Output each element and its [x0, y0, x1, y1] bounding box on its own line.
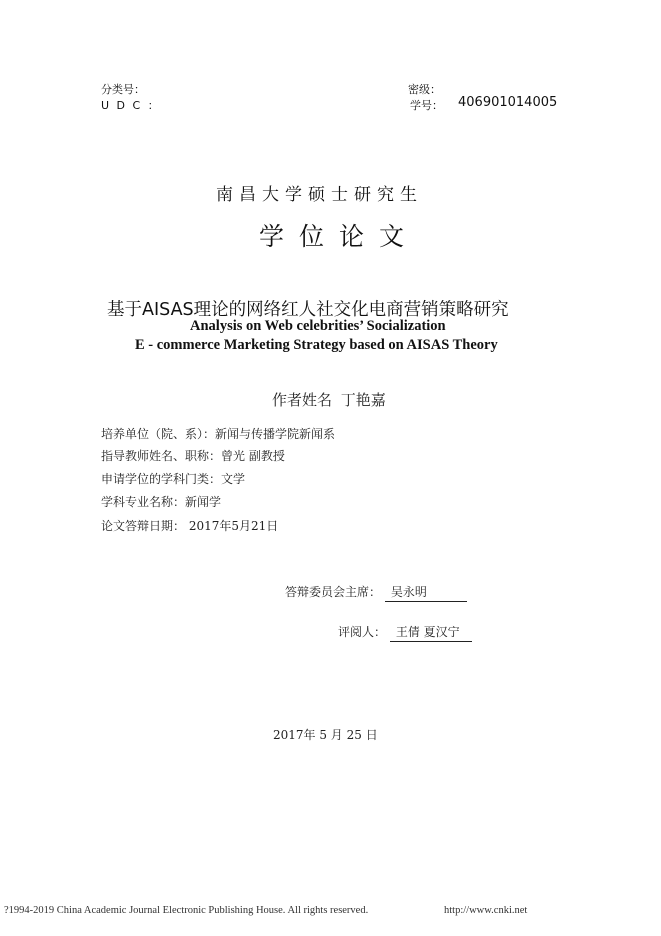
- student-id-value: 406901014005: [458, 95, 558, 110]
- info-major: 学科专业名称：新闻学: [101, 495, 222, 509]
- author-line: [272, 389, 386, 410]
- student-id-label: 学号：: [410, 99, 443, 112]
- reviewer-label: 评阅人：: [338, 625, 387, 639]
- university-line: 南昌大学硕士研究生: [216, 185, 423, 205]
- reviewer-names: 王倩 夏汉宁: [390, 623, 472, 642]
- author-label: 作者姓名: [272, 391, 333, 409]
- thesis-title-en-line1: Analysis on Web celebrities’ Socialization: [190, 318, 446, 334]
- reviewer-row: [338, 623, 472, 642]
- thesis-title-en-line2: E - commerce Marketing Strategy based on AISAS Theory: [135, 337, 498, 353]
- author-name: 丁艳嘉: [340, 391, 386, 409]
- committee-chair-name: 吴永明: [385, 583, 467, 602]
- committee-chair-row: [285, 583, 467, 602]
- info-training-unit: 培养单位（院、系）：新闻与传播学院新闻系: [101, 427, 336, 441]
- thesis-title-cn: 基于AISAS理论的网络红人社交化电商营销策略研究: [107, 300, 509, 320]
- committee-chair-label: 答辩委员会主席：: [285, 585, 382, 599]
- udc-label: U D C ：: [101, 99, 161, 112]
- footer-copyright: ?1994-2019 China Academic Journal Electronic Publishing House. All rights reserved.: [4, 905, 369, 916]
- degree-line: 学位论文: [259, 222, 420, 251]
- footer-url[interactable]: http://www.cnki.net: [444, 905, 528, 916]
- info-supervisor: 指导教师姓名、职称：曾光 副教授: [101, 449, 285, 463]
- info-degree-category: 申请学位的学科门类：文学: [101, 472, 246, 486]
- info-defense-date: 论文答辩日期： 2017年5月21日: [101, 519, 279, 533]
- submission-date: 2017年 5 月 25 日: [273, 728, 378, 742]
- secrecy-label: 密级：: [408, 83, 441, 96]
- classification-label: 分类号：: [101, 83, 145, 96]
